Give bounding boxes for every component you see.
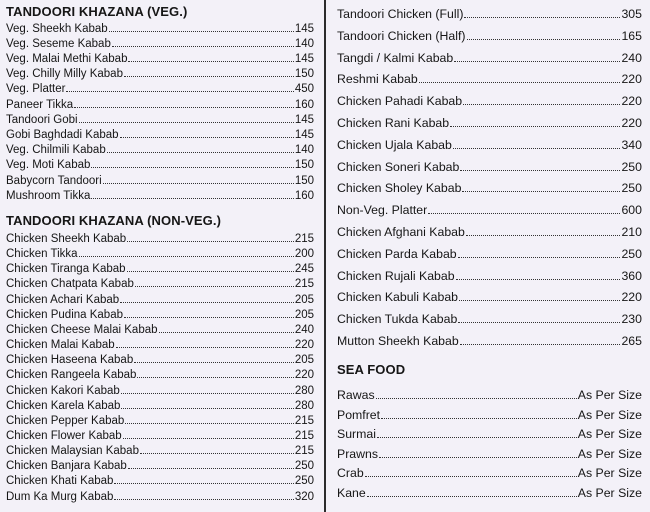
menu-item-price: 150	[294, 68, 314, 81]
menu-item	[6, 65, 314, 80]
menu-item-name: Chicken Banjara Kabab	[6, 460, 127, 473]
menu-item-price: 220	[621, 72, 642, 87]
menu-item-name: Chicken Pepper Kabab	[6, 414, 125, 427]
menu-item-price: 250	[621, 181, 642, 196]
menu-item-name: Tandoori Gobi	[6, 113, 78, 126]
menu-item-price: 320	[294, 490, 314, 503]
menu-item-price: 215	[294, 445, 314, 458]
menu-item	[337, 0, 642, 21]
dot-leader	[367, 496, 577, 497]
menu-item-price: 220	[621, 94, 642, 109]
dot-leader	[134, 362, 294, 363]
menu-item-price: 215	[294, 429, 314, 442]
menu-item-price: 220	[621, 116, 642, 130]
menu-item-name: Veg. Moti Kabab	[6, 159, 91, 172]
menu-item-name: Veg. Malai Methi Kabab	[6, 52, 128, 65]
dot-leader	[107, 152, 294, 153]
dot-leader	[454, 61, 620, 62]
menu-item	[337, 21, 642, 43]
dot-leader	[127, 271, 294, 272]
menu-item-name: Chicken Kabuli Kabab	[337, 290, 458, 305]
dot-leader	[466, 235, 621, 236]
menu-item-price: 145	[294, 128, 314, 141]
menu-item	[337, 130, 642, 152]
menu-item-name: Non-Veg. Platter	[337, 203, 428, 218]
menu-item	[337, 480, 642, 500]
dot-leader	[127, 241, 294, 242]
dot-leader	[458, 257, 621, 258]
menu-item	[6, 291, 314, 306]
menu-item	[337, 402, 642, 422]
dot-leader	[458, 322, 620, 323]
menu-item-price: 250	[294, 460, 314, 473]
menu-item	[6, 96, 314, 111]
column-divider	[324, 0, 326, 512]
menu-item-name: Tangdi / Kalmi Kabab	[337, 50, 454, 65]
dot-leader	[460, 344, 621, 345]
seafood-section-title: SEA FOOD	[337, 362, 406, 377]
menu-item-price: As Per Size	[577, 388, 642, 402]
dot-leader	[463, 104, 620, 105]
menu-item	[337, 64, 642, 86]
menu-item-price: 250	[294, 475, 314, 488]
menu-item-price: 450	[294, 83, 314, 96]
dot-leader	[462, 191, 620, 192]
menu-item-name: Veg. Seseme Kabab	[6, 37, 111, 50]
menu-item-name: Chicken Malaysian Kabab	[6, 445, 139, 458]
menu-item-price: 205	[294, 354, 314, 367]
menu-item-name: Tandoori Chicken (Half)	[337, 28, 466, 43]
menu-item-price: 220	[294, 339, 314, 352]
menu-item	[337, 86, 642, 108]
menu-item-name: Mutton Sheekh Kabab	[337, 334, 459, 348]
menu-item-name: Chicken Parda Kabab	[337, 246, 457, 261]
dot-leader	[128, 61, 293, 62]
dot-leader	[121, 393, 294, 394]
menu-item-price: 220	[621, 290, 642, 305]
menu-item	[337, 304, 642, 326]
menu-item	[337, 382, 642, 402]
menu-item-price: 145	[294, 52, 314, 65]
dot-leader	[120, 137, 294, 138]
menu-item	[6, 397, 314, 412]
dot-leader	[381, 418, 577, 419]
menu-item-price: 220	[294, 369, 314, 382]
menu-item-name: Chicken Ujala Kabab	[337, 137, 452, 152]
dot-leader	[112, 46, 294, 47]
menu-item	[6, 35, 314, 50]
menu-item-name: Gobi Baghdadi Kabab	[6, 128, 119, 141]
menu-item-name: Chicken Sheekh Kabab	[6, 233, 127, 245]
menu-item-price: 240	[294, 323, 314, 336]
menu-item-price: 150	[294, 174, 314, 187]
dot-leader	[66, 91, 293, 92]
dot-leader	[460, 170, 620, 171]
menu-item-name: Veg. Platter	[6, 83, 66, 96]
menu-item	[337, 261, 642, 283]
menu-item-name: Crab	[337, 466, 364, 481]
menu-item-name: Chicken Pudina Kabab	[6, 308, 123, 321]
dot-leader	[453, 148, 621, 149]
menu-item-name: Veg. Chilly Milly Kabab	[6, 68, 123, 81]
menu-item	[6, 366, 314, 381]
dot-leader	[123, 438, 294, 439]
dot-leader	[121, 408, 293, 409]
dot-leader	[116, 347, 294, 348]
menu-item-price: 150	[294, 159, 314, 172]
menu-item-price: 205	[294, 293, 314, 306]
dot-leader	[140, 453, 294, 454]
menu-item-name: Mushroom Tikka	[6, 189, 91, 202]
menu-item-name: Chicken Tikka	[6, 248, 78, 261]
menu-item-name: Chicken Chatpata Kabab	[6, 278, 134, 291]
menu-item	[6, 336, 314, 351]
menu-item-name: Chicken Karela Kabab	[6, 399, 121, 412]
menu-item-name: Chicken Soneri Kabab	[337, 159, 460, 174]
dot-leader	[365, 476, 577, 477]
menu-item	[6, 141, 314, 156]
menu-item-name: Prawns	[337, 446, 379, 461]
menu-item	[6, 306, 314, 321]
menu-item	[337, 152, 642, 174]
menu-item-price: As Per Size	[577, 446, 642, 461]
menu-item-price: As Per Size	[577, 407, 642, 422]
menu-item-price: As Per Size	[577, 427, 642, 442]
menu-item	[6, 245, 314, 260]
menu-item	[337, 441, 642, 461]
menu-item-name: Veg. Chilmili Kabab	[6, 144, 106, 157]
menu-item	[337, 108, 642, 130]
menu-item-name: Pomfret	[337, 407, 381, 422]
menu-item-name: Chicken Sholey Kabab	[337, 181, 462, 196]
menu-item	[6, 442, 314, 457]
menu-item-price: 215	[294, 278, 314, 291]
menu-item	[6, 80, 314, 95]
menu-item	[337, 326, 642, 348]
menu-item	[337, 43, 642, 65]
menu-item-price: 140	[294, 144, 314, 157]
menu-item	[6, 20, 314, 35]
menu-item	[6, 230, 314, 245]
menu-item-name: Paneer Tikka	[6, 98, 74, 111]
menu-item	[6, 321, 314, 336]
dot-leader	[74, 107, 294, 108]
menu-item	[6, 172, 314, 187]
menu-item-name: Rawas	[337, 388, 375, 402]
menu-item-price: 245	[294, 263, 314, 276]
dot-leader	[467, 39, 621, 40]
dot-leader	[124, 317, 294, 318]
menu-item-price: 160	[294, 189, 314, 202]
menu-item	[337, 195, 642, 217]
menu-item-price: 205	[294, 308, 314, 321]
menu-item-name: Chicken Rujali Kabab	[337, 268, 455, 283]
menu-item-name: Chicken Achari Kabab	[6, 293, 120, 306]
menu-item	[337, 421, 642, 441]
menu-item-name: Veg. Sheekh Kabab	[6, 22, 108, 35]
menu-item-name: Chicken Afghani Kabab	[337, 225, 465, 239]
menu-item	[6, 427, 314, 442]
menu-item-price: 280	[294, 399, 314, 412]
menu-item-name: Chicken Pahadi Kabab	[337, 94, 463, 109]
menu-item-name: Chicken Flower Kabab	[6, 429, 122, 442]
menu-item-price: 210	[621, 225, 642, 239]
menu-item	[337, 173, 642, 195]
dot-leader	[109, 31, 294, 32]
menu-item	[6, 382, 314, 397]
menu-item-price: 215	[294, 414, 314, 427]
menu-item-name: Kane	[337, 486, 366, 500]
menu-item	[6, 351, 314, 366]
menu-item-name: Chicken Khati Kabab	[6, 475, 114, 488]
dot-leader	[128, 468, 294, 469]
dot-leader	[379, 457, 577, 458]
menu-item	[6, 275, 314, 290]
veg-section-title: TANDOORI KHAZANA (VEG.)	[6, 4, 188, 19]
dot-leader	[79, 122, 294, 123]
menu-item-price: 160	[294, 98, 314, 111]
menu-item-price: 145	[294, 22, 314, 35]
dot-leader	[79, 256, 294, 257]
menu-item-price: 265	[621, 334, 642, 348]
menu-item-price: 280	[294, 384, 314, 397]
dot-leader	[159, 332, 294, 333]
dot-leader	[428, 213, 620, 214]
menu-item-name: Chicken Haseena Kabab	[6, 354, 134, 367]
menu-item	[6, 156, 314, 171]
dot-leader	[114, 483, 293, 484]
menu-item	[6, 260, 314, 275]
menu-item-price: 140	[294, 37, 314, 50]
menu-item-price: 145	[294, 113, 314, 126]
menu-item	[6, 111, 314, 126]
dot-leader	[114, 499, 293, 500]
dot-leader	[459, 300, 620, 301]
menu-item-price: 240	[621, 50, 642, 65]
menu-item	[6, 187, 314, 202]
dot-leader	[91, 198, 293, 199]
menu-item-price: 305	[621, 7, 642, 21]
menu-item-price: 340	[621, 137, 642, 152]
menu-item-price: 250	[621, 246, 642, 261]
menu-item	[6, 472, 314, 487]
menu-item-name: Babycorn Tandoori	[6, 174, 102, 187]
menu-item-name: Reshmi Kabab	[337, 72, 418, 87]
menu-item-name: Chicken Rangeela Kabab	[6, 369, 137, 382]
dot-leader	[135, 286, 294, 287]
menu-item	[6, 412, 314, 427]
dot-leader	[125, 423, 294, 424]
dot-leader	[137, 377, 293, 378]
dot-leader	[103, 183, 294, 184]
dot-leader	[456, 279, 621, 280]
menu-item-name: Chicken Tiranga Kabab	[6, 263, 126, 276]
menu-item-price: As Per Size	[577, 486, 642, 500]
dot-leader	[91, 167, 293, 168]
menu-item	[6, 50, 314, 65]
menu-item	[6, 488, 314, 503]
dot-leader	[464, 17, 620, 18]
menu-item-name: Chicken Rani Kabab	[337, 116, 450, 130]
menu-item-price: 165	[621, 28, 642, 43]
menu-item-name: Tandoori Chicken (Full)	[337, 7, 464, 21]
menu-item-name: Chicken Malai Kabab	[6, 339, 115, 352]
dot-leader	[376, 398, 577, 399]
menu-item	[6, 457, 314, 472]
dot-leader	[450, 126, 620, 127]
menu-item-price: 600	[621, 203, 642, 218]
dot-leader	[120, 302, 294, 303]
menu-item-price: 250	[621, 159, 642, 174]
nonveg-section-title: TANDOORI KHAZANA (NON-VEG.)	[6, 213, 222, 228]
menu-item-price: 360	[621, 268, 642, 283]
dot-leader	[377, 437, 577, 438]
menu-item	[337, 239, 642, 261]
menu-item-price: 230	[621, 312, 642, 327]
menu-item-price: 215	[294, 233, 314, 245]
menu-item-name: Surmai	[337, 427, 376, 442]
menu-item-name: Dum Ka Murg Kabab	[6, 490, 114, 503]
dot-leader	[419, 82, 621, 83]
menu-item	[337, 460, 642, 480]
menu-item	[6, 126, 314, 141]
menu-item-name: Chicken Cheese Malai Kabab	[6, 323, 158, 336]
menu-item	[337, 217, 642, 239]
menu-item-name: Chicken Tukda Kabab	[337, 312, 458, 327]
dot-leader	[124, 76, 294, 77]
menu-item-price: 200	[294, 248, 314, 261]
menu-item	[337, 282, 642, 304]
menu-item-price: As Per Size	[577, 466, 642, 481]
menu-item-name: Chicken Kakori Kabab	[6, 384, 120, 397]
